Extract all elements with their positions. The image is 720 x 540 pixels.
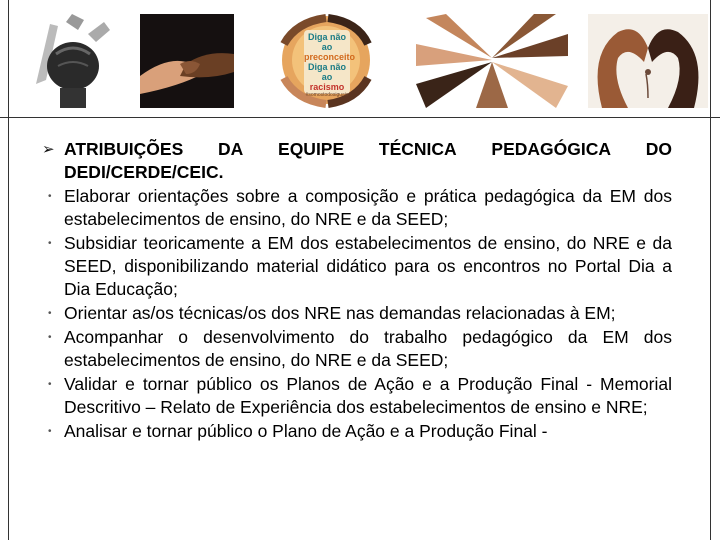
list-item: [44, 232, 672, 301]
heading-word: PEDAGÓGICA: [491, 139, 612, 159]
bullet-icon: •: [48, 379, 52, 390]
list-item: [44, 326, 672, 372]
heading-word: DA: [218, 139, 244, 159]
list-item-text: Acompanhar o desenvolvimento do trabalho pedagógico da EM dos estabelecimentos de ensino, do NRE e da SEED;: [64, 327, 672, 370]
list-item-text: Validar e tornar público os Planos de Ação e a Produção Final - Memorial Descritivo – Relato de Experiência dos estabelecimentos de ensino e NRE;: [64, 374, 672, 417]
heading-line-2: DEDI/CERDE/CEIC.: [64, 162, 224, 182]
list-item-text: Subsidiar teoricamente a EM dos estabelecimentos de ensino, do NRE e da SEED, disponibilizando material didático para os encontros no Portal Dia a Dia Educação;: [64, 233, 672, 299]
heading-word: EQUIPE: [278, 139, 345, 159]
slide-content: [44, 138, 672, 444]
poster-line-2: preconceito: [304, 52, 356, 62]
list-item: [44, 373, 672, 419]
image-banner: [0, 0, 720, 118]
left-border-line: [8, 0, 9, 540]
list-item: [44, 302, 672, 325]
list-item: [44, 185, 672, 231]
heading-word: DO: [645, 139, 672, 159]
section-heading: [44, 138, 672, 184]
list-item-text: Analisar e tornar público o Plano de Ação e a Produção Final -: [64, 421, 548, 441]
stacked-hands-image: [416, 14, 568, 108]
fist-breaking-chains-image: [26, 14, 120, 108]
heading-line-1: [64, 138, 672, 161]
bullet-icon: •: [48, 426, 52, 437]
heart-hands-image: [588, 14, 708, 108]
list-item: [44, 420, 672, 443]
heading-word: TÉCNICA: [378, 139, 457, 159]
bullet-icon: •: [48, 308, 52, 319]
poster-line-4: racismo: [309, 82, 345, 92]
poster-line-1: Diga não ao: [307, 32, 346, 52]
anti-racism-hands-circle-image: [266, 14, 386, 108]
list-item-text: Orientar as/os técnicas/os dos NRE nas demandas relacionadas à EM;: [64, 303, 616, 323]
list-item-text: Elaborar orientações sobre a composição e prática pedagógica da EM dos estabelecimentos de ensino, do NRE e da SEED;: [64, 186, 672, 229]
poster-line-3: Diga não ao: [307, 62, 346, 82]
arrow-bullet-icon: ➢: [42, 141, 55, 158]
handshake-image: [140, 14, 234, 108]
poster-tag: #somostodosiguais: [305, 92, 349, 98]
bullet-icon: •: [48, 191, 52, 202]
header-divider: [0, 117, 720, 118]
bullet-icon: •: [48, 238, 52, 249]
heading-word: ATRIBUIÇÕES: [64, 139, 184, 159]
bullet-icon: •: [48, 332, 52, 343]
right-border-line: [710, 0, 711, 540]
